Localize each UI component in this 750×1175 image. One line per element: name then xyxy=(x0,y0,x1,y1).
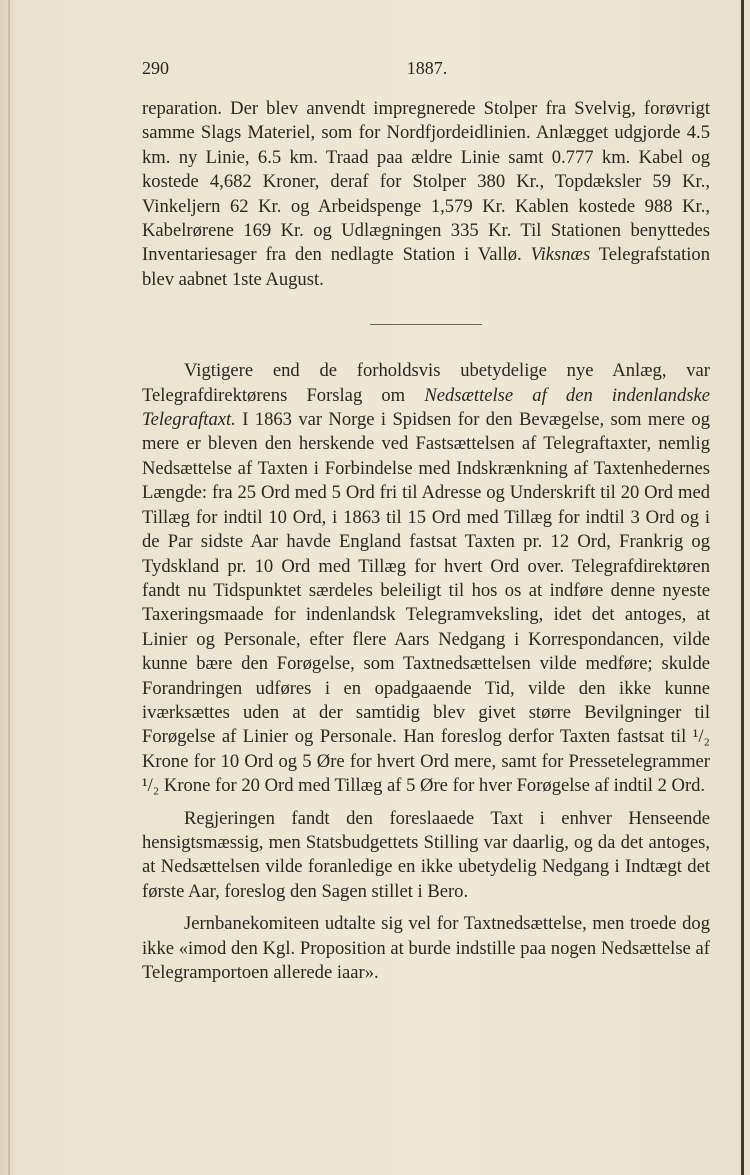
page-fold-shadow xyxy=(8,0,10,1175)
fraction-half: ¹/₂ xyxy=(692,726,710,748)
paragraph-2-start: Vigtigere end de forholdsvis ubetydelige nye Anlæg, var Telegrafdirektørens Forslag om xyxy=(142,360,710,406)
body-text xyxy=(142,97,710,985)
page-number: 290 xyxy=(142,58,169,78)
paragraph-3: Regjeringen fandt den foreslaaede Taxt i enhver Henseende hensigtsmæssig, men Statsbudgettets Stilling var daarlig, og da det antoges, at Nedsættelsen vilde foranledige en ikke ubetydelig Nedgang i Indtægt det første Aar, foreslog den Sagen stillet i Bero. xyxy=(142,807,710,902)
page-edge xyxy=(741,0,744,1175)
paragraph-2-end: Krone for 20 Ord med Tillæg af 5 Øre for hver Forøgelse af indtil 2 Ord. xyxy=(163,775,706,797)
paragraph-4: Jernbanekomiteen udtalte sig vel for Taxtnedsættelse, men troede dog ikke «imod den Kgl. Proposition at burde indstille paa nogen Nedsættelse af Telegramportoen allerede iaar». xyxy=(142,913,710,983)
station-name: Viksnæs xyxy=(530,244,591,266)
section-divider xyxy=(370,324,482,325)
paragraph-1 xyxy=(142,97,710,292)
paragraph-2 xyxy=(142,359,710,798)
running-header xyxy=(142,58,712,84)
paragraph-1-end: Telegrafstation blev aabnet 1ste August. xyxy=(142,244,710,290)
paragraph-2-emphasis: Nedsættelse af den indenlandske Telegraftaxt. xyxy=(142,384,710,431)
paragraph-2-middle: Krone for 10 Ord og 5 Øre for hvert Ord mere, samt for Pressetelegrammer xyxy=(142,750,710,772)
fraction-half: ¹/₂ xyxy=(142,775,160,797)
paragraph-2-body: I 1863 var Norge i Spidsen for den Bevægelse, som mere og mere er bleven den herskende ved Fastsættelsen af Telegraftaxter, nemlig Nedsættelse af Taxten i Forbindelse med Indskrænkning af Taxtenhedernes Længde: fra 25 Ord med 5 Ord fri til Adresse og Underskrift til 20 Ord med Tillæg for indtil 10 Ord, i 1863 til 15 Ord med Tillæg for indtil 3 Ord og i de Par sidste Aar havde England fastsat Taxten pr. 12 Ord, Frankrig og Tydskland pr. 10 Ord med Tillæg for hvert Ord over. Telegrafdirektøren fandt nu Tidspunktet særdeles beleiligt til hos os at indføre denne nyeste Taxeringsmaade for indenlandsk Telegramveksling, idet det antoges, at Linier og Personale, efter flere Aars Nedgang i Korrespondancen, vilde kunne bære den Forøgelse, som Taxtnedsættelsen vilde medføre; skulde Forandringen udføres i en opadgaaende Tid, vilde den ikke kunne iværksættes uden at der samtidig blev givet større Bevilgninger til Forøgelse af Linier og Personale. Han foreslog derfor Taxten fastsat til xyxy=(142,409,711,748)
running-year: 1887. xyxy=(406,58,448,78)
paragraph-1-text: reparation. Der blev anvendt impregnerede Stolper fra Svelvig, forøvrigt samme Slags Materiel, som for Nordfjordeidlinien. Anlægget udgjorde 4.5 km. ny Linie, 6.5 km. Traad paa ældre Linie samt 0.777 km. Kabel og kostede 4,682 Kroner, deraf for Stolper 380 Kr., Topdæksler 59 Kr., Vinkeljern 62 Kr. og Arbeidspenge 1,579 Kr. Kablen kostede 988 Kr., Kabelrørene 169 Kr. og Udlægningen 335 Kr. Til Stationen benyttedes Inventariesager fra den nedlagte Station i Vallø. xyxy=(142,98,710,266)
